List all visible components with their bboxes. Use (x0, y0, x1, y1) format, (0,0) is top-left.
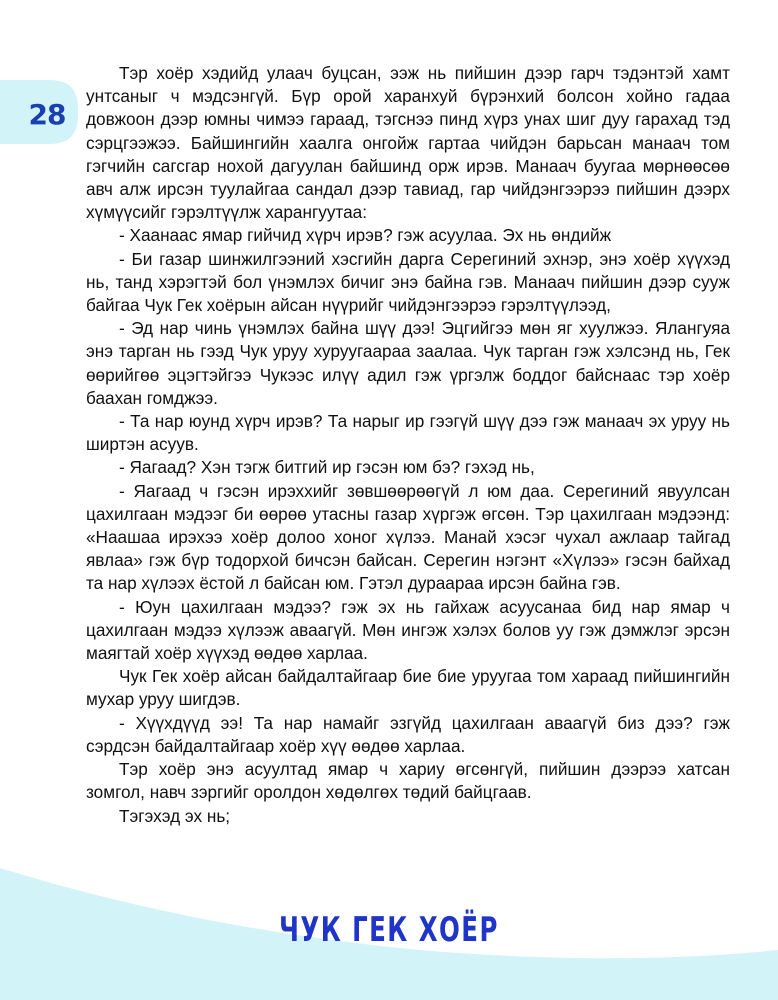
paragraph: - Та нар юунд хүрч ирэв? Та нарыг ир гээгүй шүү дээ гэж манаач эх уруу нь ширтэн асуув. (86, 411, 730, 455)
paragraph: Тэгэхэд эх нь; (119, 805, 231, 826)
paragraph: - Эд нар чинь үнэмлэх байна шүү дээ! Эцгийгээ мөн яг хуулжээ. Ялангуяа энэ тарган нь гээд Чук уруу хуруугаараа заалаа. Чук тарган гэж хэлсэнд нь, Гек өөрийгөө эцэгтэйгээ Чукээс илүү адил гэж үргэлж боддог байснаас тэр хоёр баахан гомджээ. (86, 318, 730, 408)
paragraph: Тэр хоёр энэ асуултад ямар ч хариу өгсөнгүй, пийшин дээрээ хатсан зомгол, навч зэргийг оролдон хөдөлгөх төдий байцгаав. (86, 759, 730, 803)
paragraph: - Яагаад ч гэсэн ирэххийг зөвшөөрөөгүй л юм даа. Серегиний явуулсан цахилгаан мэдээг би өөрөө утасны газар хүргэж өгсөн. Тэр цахилгаан мэдээнд: «Наашаа ирэхээ хоёр долоо хоног хүлээ. Манай хэсэг чухал ажлаар тайгад явлаа» гэж бүр тодорхой бичсэн байсан. Серегин нэгэнт «Хүлээ» гэсэн байхад та нар хүлээх ёстой л байсан юм. Гэтэл дураараа ирсэн байна гэв. (86, 480, 730, 594)
paragraph: - Би газар шинжилгээний хэсгийн дарга Серегиний эхнэр, энэ хоёр хүүхэд нь, танд хэрэгтэй бол үнэмлэх бичиг энэ байна гэв. Манаач пийшин дээр сууж байгаа Чук Гек хоёрын айсан нүүрийг чийдэнгээрээ гэрэлтүүлээд, (86, 248, 730, 316)
paragraph: - Хаанаас ямар гийчид хүрч ирэв? гэж асуулаа. Эх нь өндийж (119, 225, 612, 246)
paragraph: - Хүүхдүүд ээ! Та нар намайг эзгүйд цахилгаан аваагүй биз дээ? гэж сэрдсэн байдалтайгаар хоёр хүү өөдөө харлаа. (86, 712, 730, 756)
paragraph: - Юун цахилгаан мэдээ? гэж эх нь гайхаж асуусанаа бид нар ямар ч цахилгаан мэдээ хүлээж аваагүй. Мөн ингэж хэлэх болов уу гэж дэмжлэг эрсэн маягтай хоёр хүүхэд өөдөө харлаа. (86, 596, 730, 664)
story-text (86, 62, 730, 828)
paragraph: - Яагаад? Хэн тэгж битгий ир гэсэн юм бэ? гэхэд нь, (119, 457, 535, 478)
paragraph: Тэр хоёр хэдийд улаач буцсан, ээж нь пийшин дээр гарч тэдэнтэй хамт унтсаныг ч мэдсэнгүй. Бүр орой харанхуй бүрэнхий болсон хойно гадаа довжоон дээр юмны чимээ гараад, тэгснээ пинд хүрз унах шиг дуу гарахад тэд сэрцгээжээ. Байшингийн хаалга онгойж гартаа чийдэн барьсан манаач том гэгчийн сагсгар нохой дагуулан байшинд орж ирэв. Манаач буугаа мөрнөөсөө авч алж ирсэн туулайгаа сандал дээр тавиад, гар чийдэнгээрээ пийшин дээрх хүмүүсийг гэрэлтүүлж харангуутаа: (86, 63, 730, 223)
paragraph: Чук Гек хоёр айсан байдалтайгаар бие бие уруугаа том хараад пийшингийн мухар уруу шигдэв. (86, 666, 730, 710)
book-title-footer: ЧУК ГЕК ХОЁР (279, 910, 499, 950)
page-number: 28 (28, 98, 66, 131)
